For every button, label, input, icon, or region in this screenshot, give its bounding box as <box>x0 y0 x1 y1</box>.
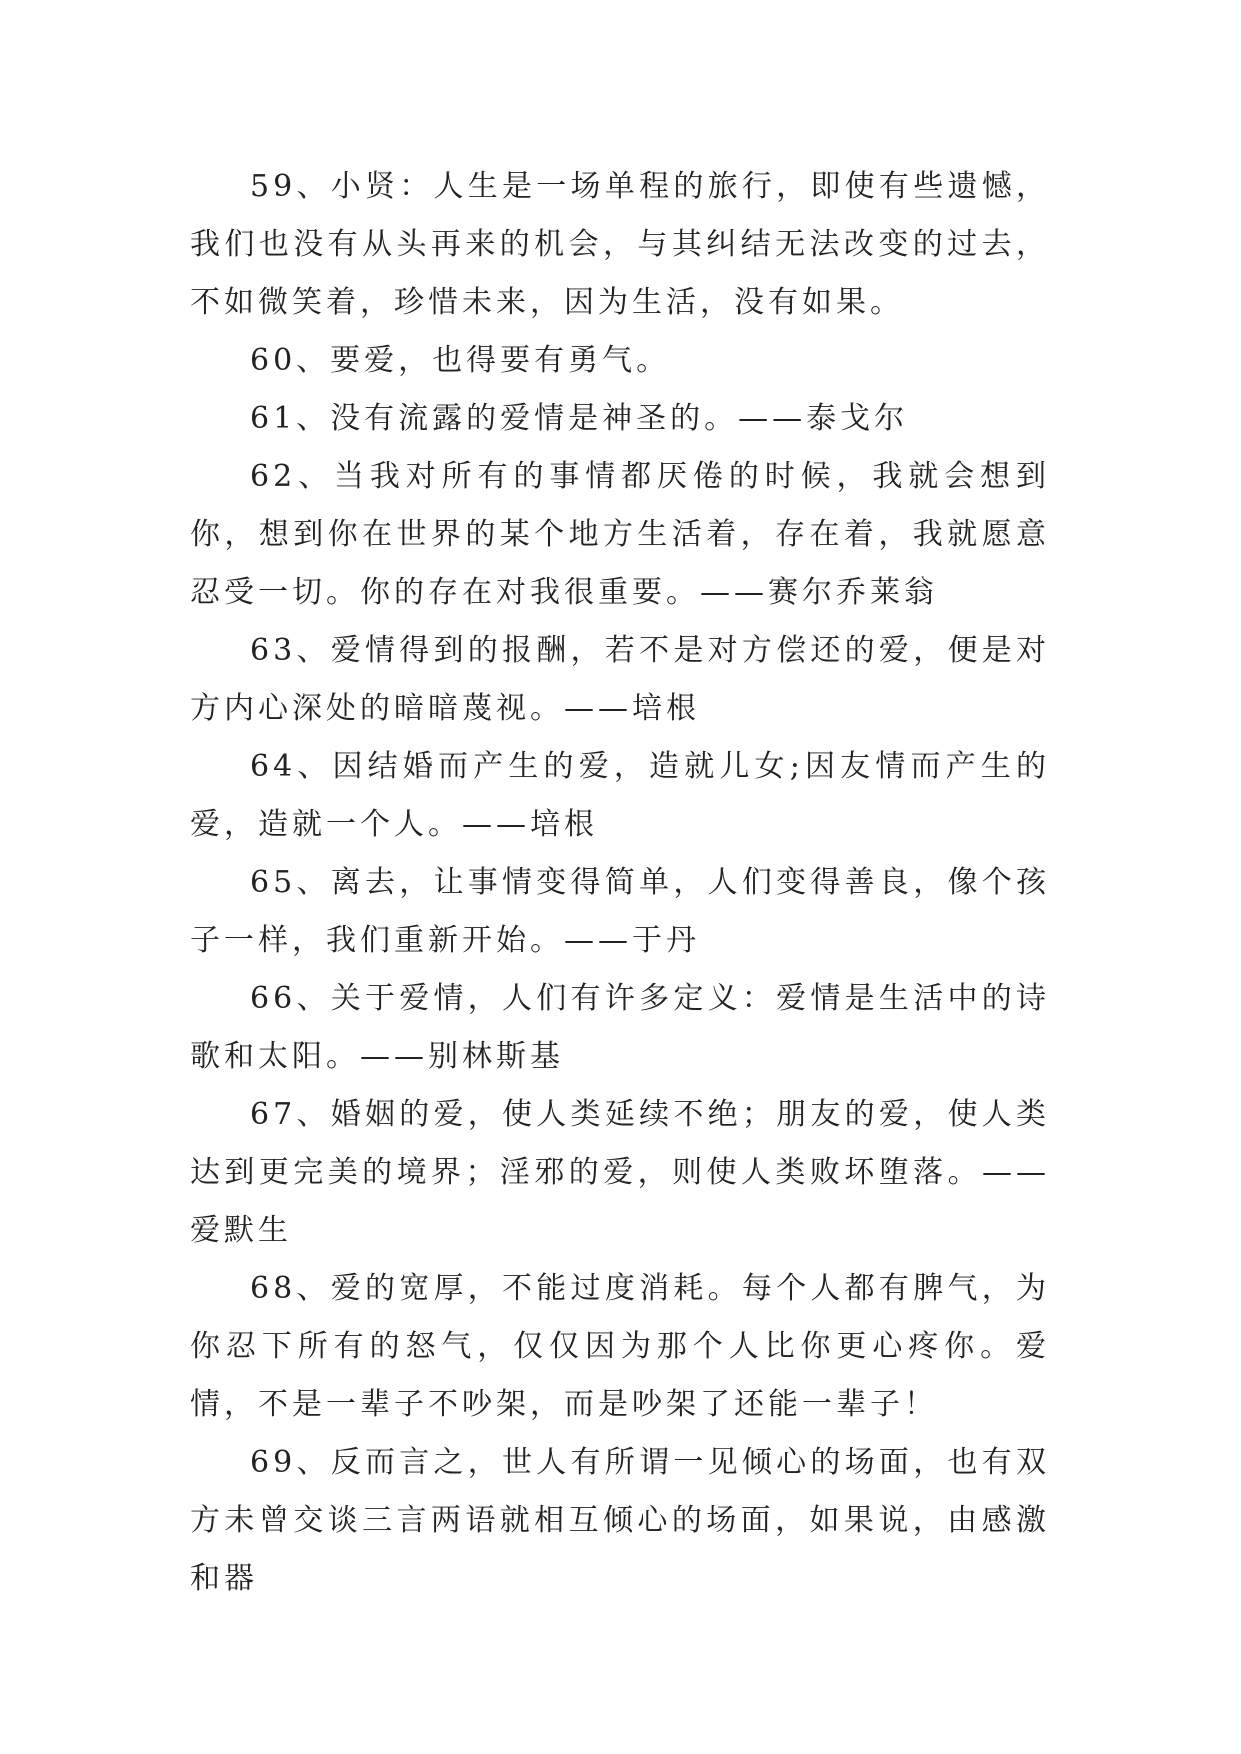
quote-paragraph-67: 67、婚姻的爱，使人类延续不绝；朋友的爱，使人类达到更完美的境界；淫邪的爱，则使人类败坏堕落。——爱默生 <box>190 1097 1050 1248</box>
quote-paragraph-63: 63、爱情得到的报酬，若不是对方偿还的爱，便是对方内心深处的暗暗蔑视。——培根 <box>190 633 1050 726</box>
quote-paragraph-66: 66、关于爱情，人们有许多定义：爱情是生活中的诗歌和太阳。——别林斯基 <box>190 981 1050 1074</box>
quote-paragraph-62: 62、当我对所有的事情都厌倦的时候，我就会想到你，想到你在世界的某个地方生活着，存在着，我就愿意忍受一切。你的存在对我很重要。——赛尔乔莱翁 <box>190 459 1050 610</box>
quote-paragraph-65: 65、离去，让事情变得简单，人们变得善良，像个孩子一样，我们重新开始。——于丹 <box>190 865 1050 958</box>
quote-paragraph-61: 61、没有流露的爱情是神圣的。——泰戈尔 <box>250 401 909 436</box>
quote-paragraph-64: 64、因结婚而产生的爱，造就儿女;因友情而产生的爱，造就一个人。——培根 <box>190 749 1050 842</box>
quote-paragraph-60: 60、要爱，也得要有勇气。 <box>250 343 671 378</box>
quote-paragraph-69: 69、反而言之，世人有所谓一见倾心的场面，也有双方未曾交谈三言两语就相互倾心的场面，如果说，由感激和器 <box>190 1445 1050 1596</box>
quote-paragraph-68: 68、爱的宽厚，不能过度消耗。每个人都有脾气，为你忍下所有的怒气，仅仅因为那个人比你更心疼你。爱情，不是一辈子不吵架，而是吵架了还能一辈子！ <box>190 1271 1050 1422</box>
quote-paragraph-59: 59、小贤：人生是一场单程的旅行，即使有些遗憾，我们也没有从头再来的机会，与其纠结无法改变的过去，不如微笑着，珍惜未来，因为生活，没有如果。 <box>190 169 1050 320</box>
document-body <box>190 158 1050 1608</box>
